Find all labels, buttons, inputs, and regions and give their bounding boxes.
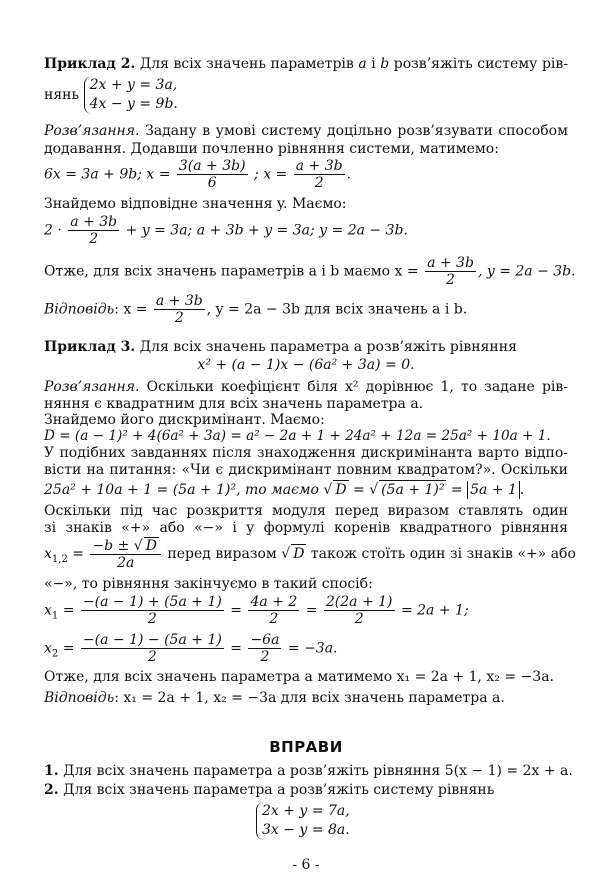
fraction-den: 2 [147, 611, 157, 627]
fraction-num: a + 3b [427, 255, 474, 271]
answer-label: Відповідь [44, 690, 115, 706]
solution-text-2: додавання. Додавши почленно рівняння системи, матимемо: [44, 141, 499, 157]
ex2-system [44, 76, 568, 114]
ex2-nyan: нянь [44, 87, 80, 103]
find-y-text: Знайдемо відповідне значення y. Маємо: [44, 196, 347, 212]
eq-part: = [305, 602, 318, 619]
paragraph-text: зі знаків «+» або «−» і у формулі коренів квадратного рівняння [44, 520, 568, 536]
ex3-answer [44, 689, 568, 707]
conclusion-text: , y = 2a − 3b. [477, 263, 576, 280]
root-x2 [44, 632, 568, 665]
ex2-line1 [44, 55, 568, 73]
exercise-number: 2. [44, 782, 59, 798]
exercises-heading: ВПРАВИ [269, 738, 343, 756]
fraction-den: 2 [174, 310, 184, 326]
eq-part: = −3a. [287, 640, 338, 657]
eq-part: = [230, 640, 242, 657]
fraction-den: 2 [260, 649, 270, 665]
fraction-num: −6a [250, 632, 280, 648]
ex2-title: Приклад 2. [44, 56, 136, 72]
ex2-sol-l1 [44, 122, 568, 140]
eq-part: 6x = 3a + 9b; x = [44, 166, 171, 183]
fraction [177, 158, 248, 191]
fraction [81, 594, 224, 627]
eq-part: . [519, 482, 525, 498]
fraction-num: −(a − 1) + (5a + 1) [82, 594, 222, 610]
sqrt-line: 25a² + 10a + 1 = (5a + 1)², то маємо √ D = √ (5a + 1)² = 5a + 1 . [44, 482, 525, 498]
eq-part: = [62, 602, 75, 619]
eq-part: 2 · [44, 222, 62, 239]
fraction [248, 594, 299, 627]
paragraph-text: перед виразом [167, 546, 277, 562]
answer-text: : x₁ = 2a + 1, x₂ = −3a для всіх значень параметра a. [114, 690, 505, 706]
radical-square: (5a + 1)² [381, 482, 445, 498]
fraction-den: 6 [207, 175, 217, 191]
fraction-den: 2 [446, 272, 455, 288]
eq-part: = [230, 602, 242, 619]
ex2-answer [44, 293, 568, 326]
eq-part: 25a² + 10a + 1 = (5a + 1)², то маємо [44, 482, 319, 498]
fraction-num: 2(2a + 1) [325, 594, 393, 610]
fraction [425, 255, 476, 288]
eq-part: = [353, 482, 365, 498]
eq-part: = [72, 546, 84, 562]
ex3-title: Приклад 3. [44, 339, 136, 355]
fraction [294, 158, 345, 191]
ex3-text: Для всіх значень параметра a розв’яжіть рівняння [139, 339, 517, 355]
radical-D: D [145, 538, 157, 554]
eq-line-2 [44, 214, 568, 247]
answer-label: Відповідь [44, 301, 115, 318]
fraction-num: a + 3b [155, 293, 203, 309]
fraction-num: 3(a + 3b) [178, 158, 246, 174]
fraction-den: 2a [117, 555, 135, 571]
ex3-line1 [44, 338, 568, 356]
paragraph-text: також стоїть один зі знаків «+» або [310, 546, 576, 562]
system-brace [84, 76, 178, 114]
eq-part: + y = 3a; a + 3b + y = 3a; y = 2a − 3b. [125, 222, 408, 239]
paragraph-text: Оскільки під час розкриття модуля перед виразом ставлять один [44, 503, 568, 519]
exercise-text: Для всіх значень параметра a розв’яжіть рівняння 5(x − 1) = 2x + a. [63, 763, 573, 779]
param-b: b [380, 56, 390, 72]
paragraph-text: вісти на питання: «Чи є дискримінант повним квадратом?». Оскільки [44, 462, 568, 478]
ex2-text-end: розв’яжіть систему рів- [393, 56, 568, 72]
fraction: $\frac{-b \pm √ D}{2a}$ [90, 537, 160, 571]
var-x: x [44, 640, 52, 657]
system-eq2: 4x − y = 9b. [89, 96, 178, 112]
ex3-conclusion: Отже, для всіх значень параметра a матимемо x₁ = 2a + 1, x₂ = −3a. [44, 669, 555, 685]
eq-part: ; x = [254, 166, 288, 183]
subscript: 1,2 [51, 553, 68, 565]
fraction-num: −(a − 1) − (5a + 1) [82, 632, 222, 648]
exercise-2 [44, 781, 568, 799]
fraction-num: a + 3b [70, 214, 118, 230]
fraction-den: 2 [314, 175, 324, 191]
fraction [324, 594, 395, 627]
fraction [248, 632, 281, 665]
system-eq2: 3x − y = 8a. [262, 822, 350, 838]
roots-formula-line: $x_{1,2}$ = $\frac{-b \pm √ D}{2a}$ перед виразом √ D також стоїть один зі знаків «+» або [44, 538, 576, 571]
answer-text: : x = [114, 301, 148, 318]
fraction-den: 2 [147, 649, 157, 665]
fraction [81, 632, 224, 665]
solution-text: Оскільки коефіцієнт біля x² дорівнює 1, то задане рів- [146, 379, 569, 395]
radical-D: D [335, 482, 347, 498]
eq-part: = [450, 482, 463, 498]
exercise-text: Для всіх значень параметра a розв’яжіть систему рівнянь [63, 782, 495, 798]
subscript: 2 [51, 648, 59, 660]
ex3-equation: x² + (a − 1)x − (6a² + 3a) = 0. [197, 357, 415, 373]
paragraph-text: «−», то рівняння закінчуємо в такий спосіб: [44, 576, 373, 592]
eq-part: = 2a + 1; [400, 602, 469, 619]
paragraph-text: У подібних завданнях після знаходження дискримінанта варто відпо- [44, 445, 568, 461]
conclusion-text: Отже, для всіх значень параметрів a і b маємо x = [44, 263, 419, 280]
solution-text: Задану в умові систему доцільно розв’язувати способом [145, 123, 568, 139]
eq-part: = [62, 640, 75, 657]
eq-line-1 [44, 158, 568, 191]
ex2-conclusion [44, 255, 576, 288]
param-a: a [358, 56, 367, 72]
fraction-den: 2 [89, 231, 99, 247]
solution-label: Розв’язання. [44, 379, 140, 395]
exercise-2-system [256, 802, 456, 840]
solution-text: няння є квадратним для всіх значень параметра a. [44, 396, 424, 412]
ex2-text: Для всіх значень параметрів [139, 56, 354, 72]
fraction-num: 4a + 2 [250, 594, 298, 610]
system-brace [256, 802, 350, 840]
root-x1 [44, 594, 568, 627]
discriminant-eq: D = (a − 1)² + 4(6a² + 3a) = a² − 2a + 1 + 24a² + 12a = 25a² + 10a + 1. [44, 428, 551, 444]
absolute-value: 5a + 1 [467, 481, 520, 499]
answer-text: , y = 2a − 3b для всіх значень a і b. [206, 301, 468, 318]
fraction [154, 293, 205, 326]
fraction-den: 2 [269, 611, 279, 627]
fraction-den: 2 [354, 611, 364, 627]
fraction-num: −b ± [92, 538, 130, 554]
var-x: x [44, 546, 52, 562]
subscript: 1 [51, 610, 59, 622]
fraction [68, 214, 119, 247]
system-eq1: 2x + y = 3a, [89, 77, 178, 93]
exercise-1 [44, 762, 573, 780]
conj: і [371, 56, 376, 72]
var-x: x [44, 602, 52, 619]
page-number: - 6 - [292, 857, 320, 873]
system-eq1: 2x + y = 7a, [262, 803, 350, 819]
eq-part: . [346, 166, 352, 183]
radical-D: D [293, 546, 305, 562]
exercise-number: 1. [44, 763, 59, 779]
fraction-num: a + 3b [295, 158, 343, 174]
ex3-sol-l1 [44, 378, 568, 396]
solution-text: Знайдемо його дискримінант. Маємо: [44, 412, 325, 428]
solution-label: Розв’язання. [44, 123, 140, 139]
